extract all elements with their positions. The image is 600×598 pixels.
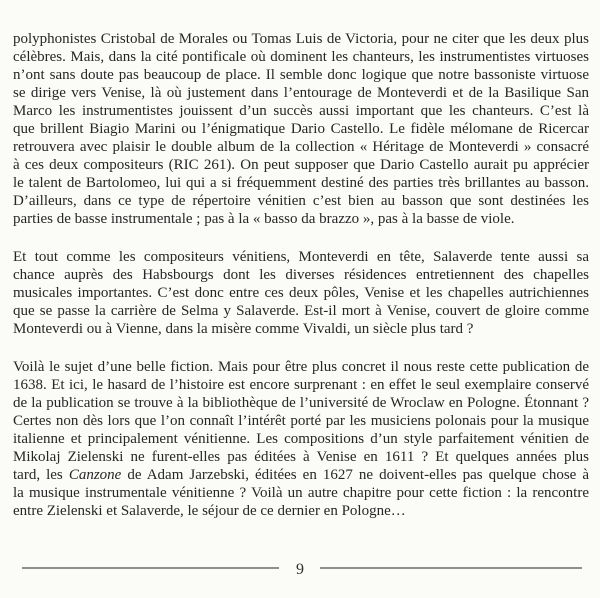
paragraph (13, 358, 589, 520)
text-line: que se passe la carrière de Selma y Salaverde. Est-il mort à Venise, couvert de gloire comme (13, 303, 589, 319)
text-line: retrouvera avec plaisir le double album de la collection « Héritage de Monteverdi » consacré (13, 139, 589, 155)
text-line: que brillent Biagio Marini ou l’énigmatique Dario Castello. Le fidèle mélomane de Ricercar (13, 121, 589, 137)
text-line: 1638. Et ici, le hasard de l’histoire est encore surprenant : en effet le seul exemplaire conservé (13, 377, 589, 393)
text-line: célèbres. Mais, dans la cité pontificale où dominent les chanteurs, les instrumentistes virtuoses (13, 49, 589, 65)
text-line: tard, les Canzone de Adam Jarzebski, éditées en 1627 ne doivent-elles pas quelque chose à (13, 467, 589, 483)
paragraph (13, 248, 589, 338)
text-line: polyphonistes Cristobal de Morales ou Tomas Luis de Victoria, pour ne citer que les deux plus (13, 31, 589, 47)
text-line: à ces deux compositeurs (RIC 261). On peut supposer que Dario Castello aurait pu apprécier (13, 157, 589, 173)
text-line: Voilà le sujet d’une belle fiction. Mais pour être plus concret il nous reste cette publication de (13, 359, 589, 375)
text-line: de la publication se trouve à la bibliothèque de l’université de Wroclaw en Pologne. Étonnant ? (13, 395, 589, 411)
text-line: D’ailleurs, dans ce type de répertoire vénitien c’est bien au basson que sont destinées les (13, 193, 589, 209)
text-line: le talent de Bartolomeo, lui qui a si fréquemment destiné des parties très brillantes au basson. (13, 175, 589, 191)
text-line: musicales importantes. C’est donc entre ces deux pôles, Venise et les chapelles autrichiennes (13, 285, 589, 301)
text-line: parties de basse instrumentale ; pas à la « basso da brazzo », pas à la basse de viole. (13, 211, 515, 227)
text-line: chance auprès des Habsbourgs dont les diverses résidences entretiennent des chapelles (13, 267, 589, 283)
text-line: Monteverdi ou à Vienne, dans la misère comme Vivaldi, un siècle plus tard ? (13, 321, 474, 337)
text-line: la musique instrumentale vénitienne ? Voilà un autre chapitre pour cette fiction : la rencontre (13, 485, 589, 501)
text-line: entre Zielenski et Salaverde, le séjour de ce dernier en Pologne… (13, 503, 406, 519)
body-text (13, 30, 589, 540)
text-line: Certes non dès lors que l’on connaît l’intérêt porté par les musiciens polonais pour la musique (13, 413, 589, 429)
text-line: Mikolaj Zielenski ne furent-elles pas éditées à Venise en 1611 ? Et quelques années plus (13, 449, 589, 465)
page-footer (0, 560, 600, 590)
text-line: Marco les instrumentistes jouissent d’un succès aussi important que les chanteurs. C’est là (13, 103, 589, 119)
footer-rule-left (22, 567, 279, 569)
footer-rule-right (320, 567, 582, 569)
text-line: se dirige vers Venise, là où justement dans l’entourage de Monteverdi et de la Basilique San (13, 85, 589, 101)
page-number: 9 (296, 561, 304, 578)
paragraph (13, 30, 589, 228)
text-line: Et tout comme les compositeurs vénitiens, Monteverdi en tête, Salaverde tente aussi sa (13, 249, 589, 265)
text-line: italienne et principalement vénitienne. Les compositions d’un style parfaitement vénitien de (13, 431, 589, 447)
text-line: n’ont sans doute pas beaucoup de place. Il semble donc logique que notre bassoniste virtuose (13, 67, 589, 83)
